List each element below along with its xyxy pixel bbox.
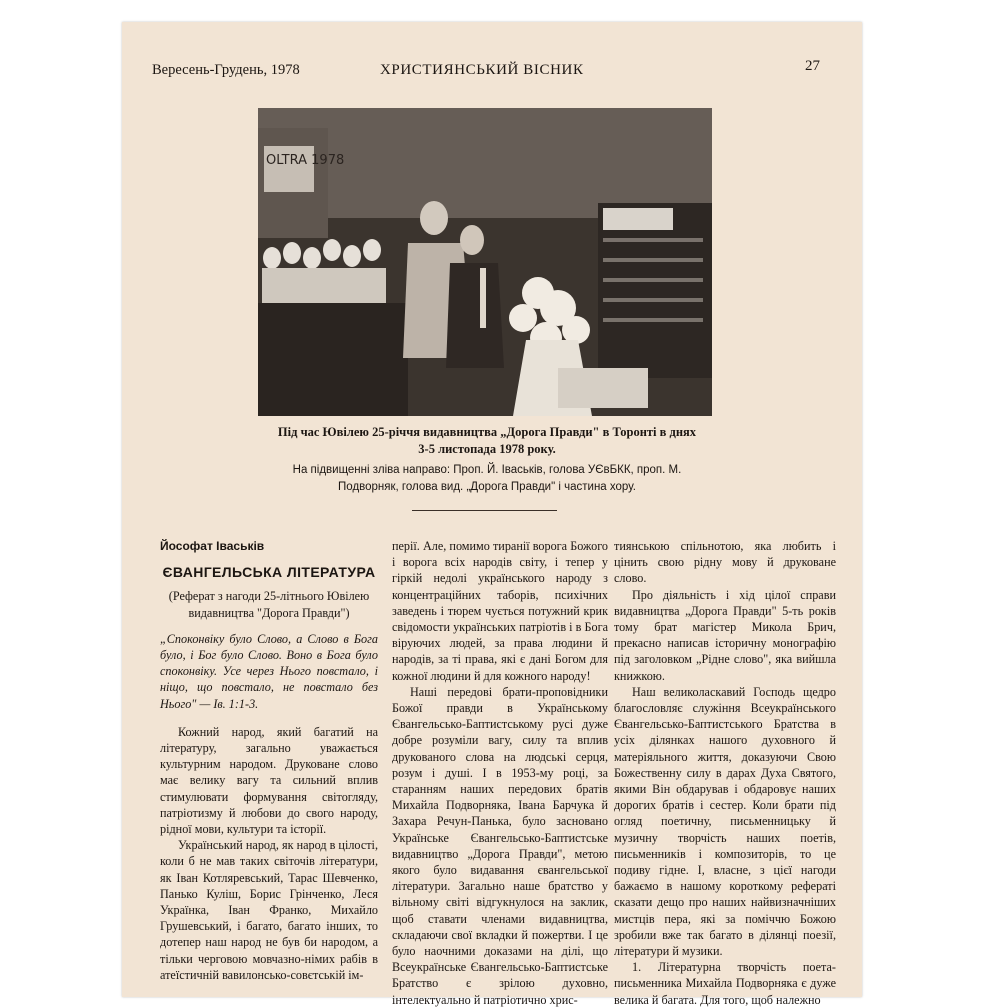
column-1 [160, 538, 378, 983]
column-3 [614, 538, 836, 1008]
issue-date: Вересень-Грудень, 1978 [152, 62, 300, 78]
banner-text: OLTRA 1978 [266, 153, 345, 168]
paragraph: перії. Але, помимо тиранії ворога Божого і ворога всіх народів світу, і тепер у гіркій недолі українського народу з концентраційних таборів, психічних заведень і тюрем чується потужний крик свідомости українських патріотів і в Бога віруючих людей, за права людини й народів, за ті права, які є дані Богом для кожної людини й для кожного народу! [392, 539, 608, 683]
paragraph: Наші передові брати-проповідники Божої правди в Українському Євангельсько-Баптистському русі дуже добре розуміли вагу, силу та вплив друкованого слова на людські серця, розум і душі. І в 1953-му році, за старанням наших передових братів Михайла Подворняка, Івана Барчука й Захара Речун-Панька, було засновано Українське Євангельсько-Баптистське видавництво „Дорога Правди", метою якого було видавання євангельської літератури. Загально наше братство у вільному світі відгукнулося на заклик, щоб ставати членами видавництва, складаючи свої вкладки й пожертви. І це було наочними доказами на ділі, що Всеукраїнське Євангельсько-Баптистське Братство є зрілою духовно, інтелектуально й патріотично хрис- [392, 684, 608, 1007]
column-2 [392, 538, 608, 1008]
photo-subcaption: На підвищенні зліва направо: Проп. Й. Іваськів, голова УЄвБКК, проп. М. Подворняк, голова вид. „Дорога Правди" і частина хору. [292, 464, 682, 493]
article-subtitle: (Реферат з нагоди 25-літнього Ювілею видавництва "Дорога Правди") [168, 589, 370, 620]
page-number: 27 [805, 58, 820, 74]
article-author: Йософат Іваськів [160, 539, 265, 553]
paragraph: 1. Літературна творчість поета-письменника Михайла Подворняка є дуже велика й багата. Для того, щоб належно [614, 960, 836, 1007]
epigraph: „Споконвіку було Слово, а Слово в Бога було, і Бог було Слово. Воно в Бога було споконвіку. Усе через Нього повстало, і ніщо, що повстало, не повстало без Нього" — Ів. 1:1-3. [160, 631, 378, 711]
event-photo [258, 108, 712, 416]
paragraph: Український народ, як народ в цілості, коли б не мав таких світочів літератури, як Іван Котляревський, Тарас Шевченко, Панько Куліш, Борис Грінченко, Леся Українка, Іван Франко, Михайло Грушевський, і багато, багато інших, то дотепер наш народ не був би народом, а тільки черговою мовчазно-німих рабів в атеїстичній вавилонсько-совєтській ім- [160, 838, 378, 982]
divider [412, 510, 557, 511]
journal-title: ХРИСТИЯНСЬКИЙ ВІСНИК [380, 62, 584, 78]
article-title: ЄВАНГЕЛЬСЬКА ЛІТЕРАТУРА [162, 564, 376, 581]
paragraph: Про діяльність і хід цілої справи видавництва „Дорога Правди" 5-ть років тому брат магістер Микола Брич, прекасно написав історичну монографію під заголовком „Рідне слово", яка вийшла книжкою. [614, 587, 836, 683]
paragraph: Кожний народ, який багатий на літературу, загально уважається культурним народом. Друковане слово має велику вагу та сильний вплив стимулювати формування світогляду, патріотизму й любови до свого народу, рідної мови, культури та історії. [160, 724, 378, 837]
paragraph: тиянською спільнотою, яка любить і цінить свою рідну мову й друковане слово. [614, 539, 836, 586]
photo-caption: Під час Ювілею 25-річчя видавництва „Дорога Правди" в Торонті в днях 3-5 листопада 1978 року. [277, 425, 697, 456]
paragraph: Наш великоласкавий Господь щедро благословляє служіння Всеукраїнського Євангельсько-Баптистського Братства в усіх ділянках нашого духовного й матеріяльного життя, доказуючи Свою Божественну силу в дарах Духа Святого, якими Він обдарував і обдаровує наших дорогих братів і сестер. Коли брати під огляд поетичну, письменницьку й музичну творчість наших поетів, письменників і композиторів, то це подиву гідне. І, власне, з цієї нагоди бажаємо в нашому короткому рефераті сказати дещо про наших найвизначніших мистців пера, які за поміччю Божою зробили вже так багато в ділянці поезії, літератури й музики. [614, 684, 836, 959]
magazine-page [122, 22, 862, 1007]
